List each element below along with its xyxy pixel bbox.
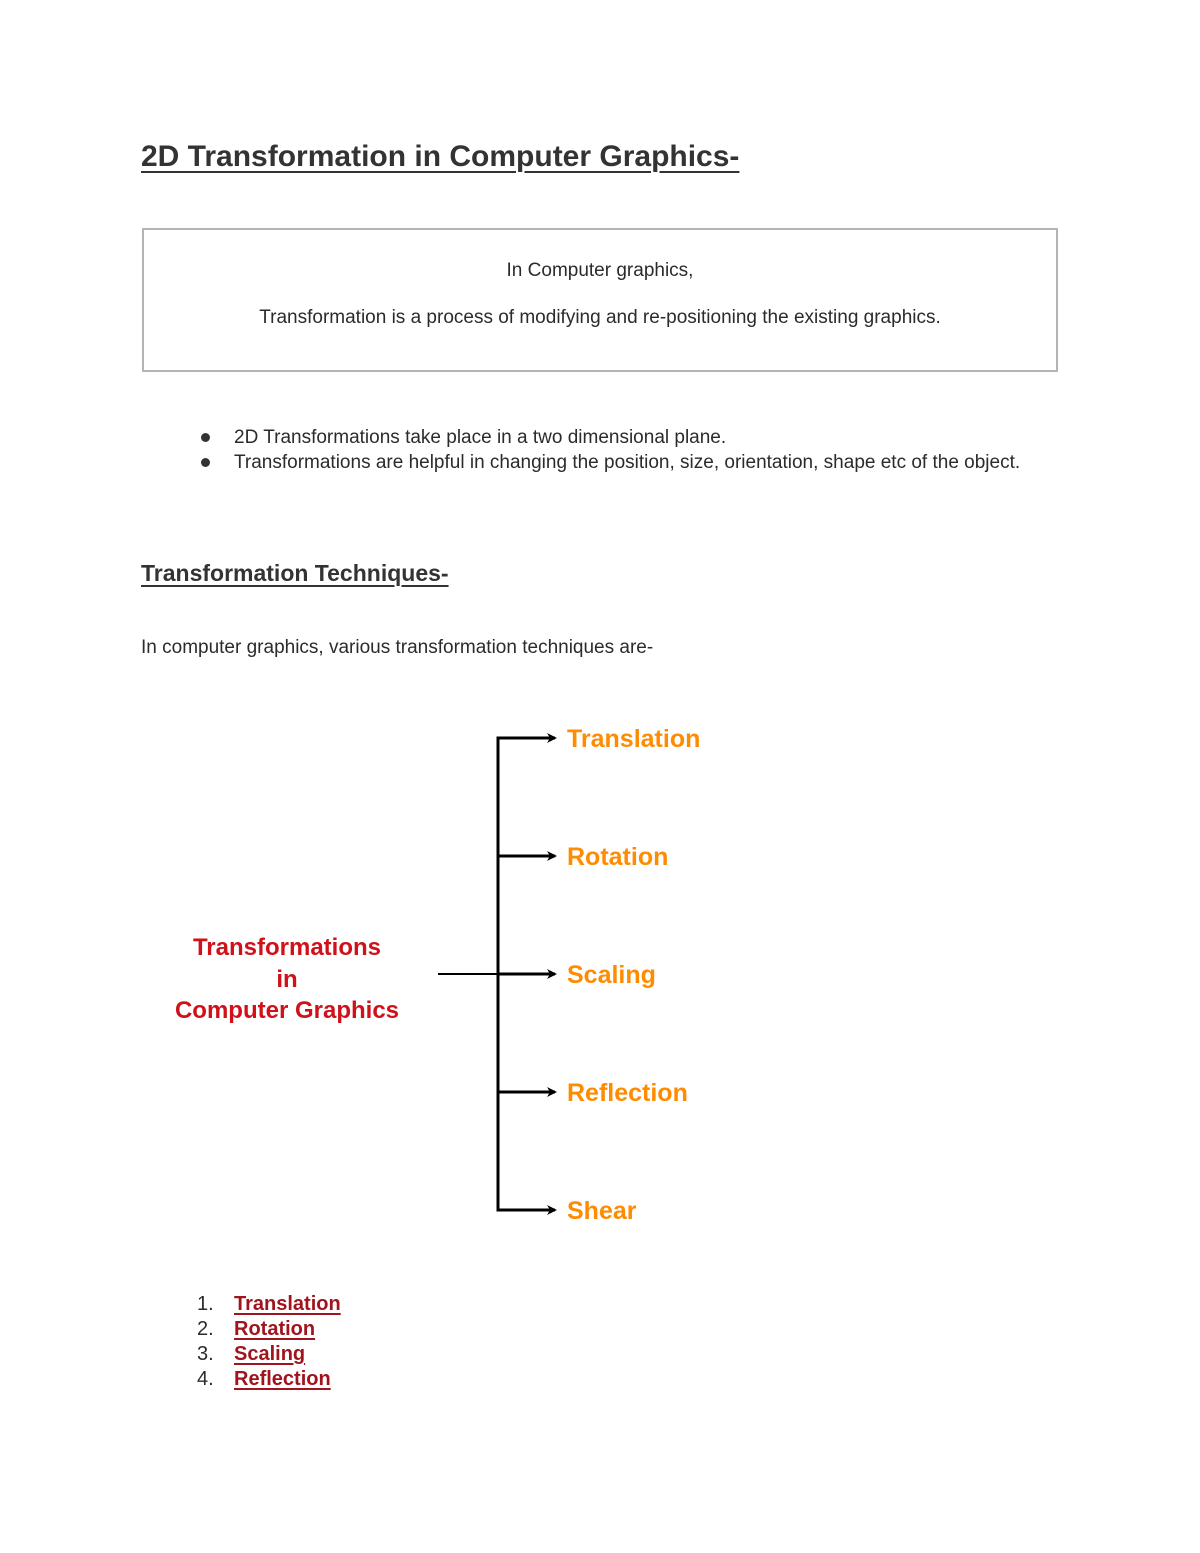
numbered-list-item — [141, 1292, 341, 1317]
diagram-branch-label: Translation — [567, 725, 701, 753]
definition-line-1: In Computer graphics, — [506, 260, 694, 281]
bullet-item — [141, 450, 1061, 475]
diagram-connectors — [438, 738, 555, 1210]
diagram-root-line: Computer Graphics — [174, 997, 400, 1024]
numbered-list — [141, 1292, 341, 1392]
list-number: 3. — [197, 1343, 214, 1365]
bullet-dot-icon — [201, 458, 210, 467]
link-translation[interactable]: Translation — [234, 1293, 341, 1315]
page-title: 2D Transformation in Computer Graphics- — [141, 140, 740, 173]
diagram-branch-label: Shear — [567, 1197, 637, 1225]
diagram-branch-label: Rotation — [567, 843, 669, 871]
numbered-list-item — [141, 1342, 341, 1367]
link-scaling[interactable]: Scaling — [234, 1343, 306, 1365]
bullet-text: 2D Transformations take place in a two dimensional plane. — [234, 427, 727, 448]
diagram-root-line: Transformations — [192, 934, 382, 961]
numbered-list-item — [141, 1317, 341, 1342]
definition-box — [142, 228, 1058, 372]
definition-line-2: Transformation is a process of modifying and re-positioning the existing graphics. — [259, 307, 941, 328]
intro-text: In computer graphics, various transformation techniques are- — [141, 637, 654, 658]
section-heading: Transformation Techniques- — [141, 560, 449, 586]
link-reflection[interactable]: Reflection — [234, 1368, 331, 1390]
list-number: 1. — [197, 1293, 214, 1315]
list-number: 2. — [197, 1318, 214, 1340]
bullet-list — [141, 425, 1061, 475]
link-rotation[interactable]: Rotation — [234, 1318, 316, 1340]
bullet-text: Transformations are helpful in changing the position, size, orientation, shape etc of the object. — [234, 452, 1021, 473]
diagram-branch-label: Reflection — [567, 1079, 688, 1107]
list-number: 4. — [197, 1368, 214, 1390]
diagram-branch-label: Scaling — [567, 961, 656, 989]
diagram-root-label — [175, 934, 399, 1024]
bullet-dot-icon — [201, 433, 210, 442]
diagram-root-line: in — [276, 966, 298, 993]
diagram-branch-labels — [567, 725, 700, 1225]
numbered-list-item — [141, 1367, 341, 1392]
bullet-item — [141, 425, 1061, 450]
